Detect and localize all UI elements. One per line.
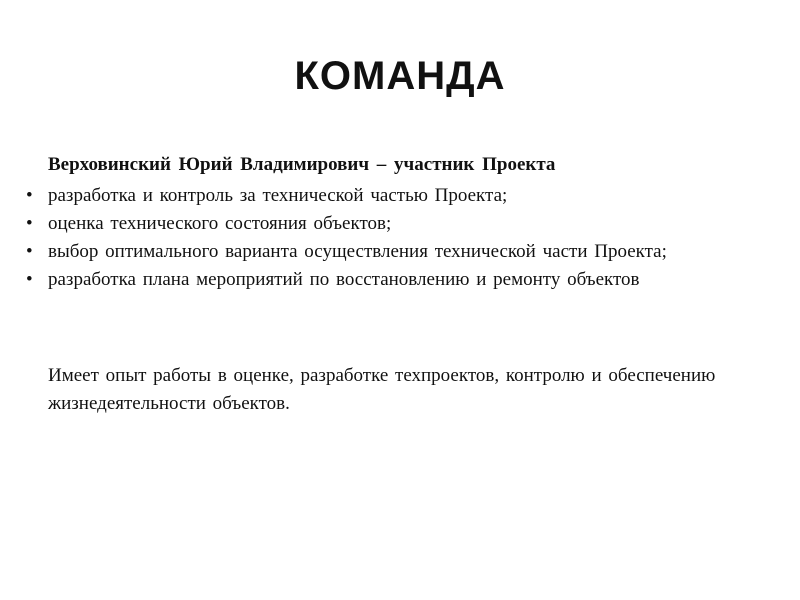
bullet-icon: •: [26, 213, 33, 234]
list-item-text: разработка плана мероприятий по восстановлению и ремонту объектов: [48, 269, 640, 290]
list-item-text: выбор оптимального варианта осуществления технической части Проекта;: [48, 241, 667, 262]
list-item-text: разработка и контроль за технической частью Проекта;: [48, 185, 508, 206]
bullet-icon: •: [26, 185, 33, 206]
list-item: [26, 182, 766, 210]
list-item-text: оценка технического состояния объектов;: [48, 213, 392, 234]
team-member-name: Верховинский Юрий Владимирович – участник Проекта: [48, 154, 556, 175]
experience-summary: Имеет опыт работы в оценке, разработке техпроектов, контролю и обеспечению жизнедеятельности объектов.: [48, 365, 716, 414]
slide-title: КОМАНДА: [294, 54, 506, 98]
list-item: [26, 238, 688, 266]
bullet-icon: •: [26, 269, 33, 290]
list-item: [26, 266, 766, 294]
bullet-icon: •: [26, 241, 33, 262]
list-item: [26, 210, 766, 238]
responsibilities-list: [26, 182, 766, 294]
